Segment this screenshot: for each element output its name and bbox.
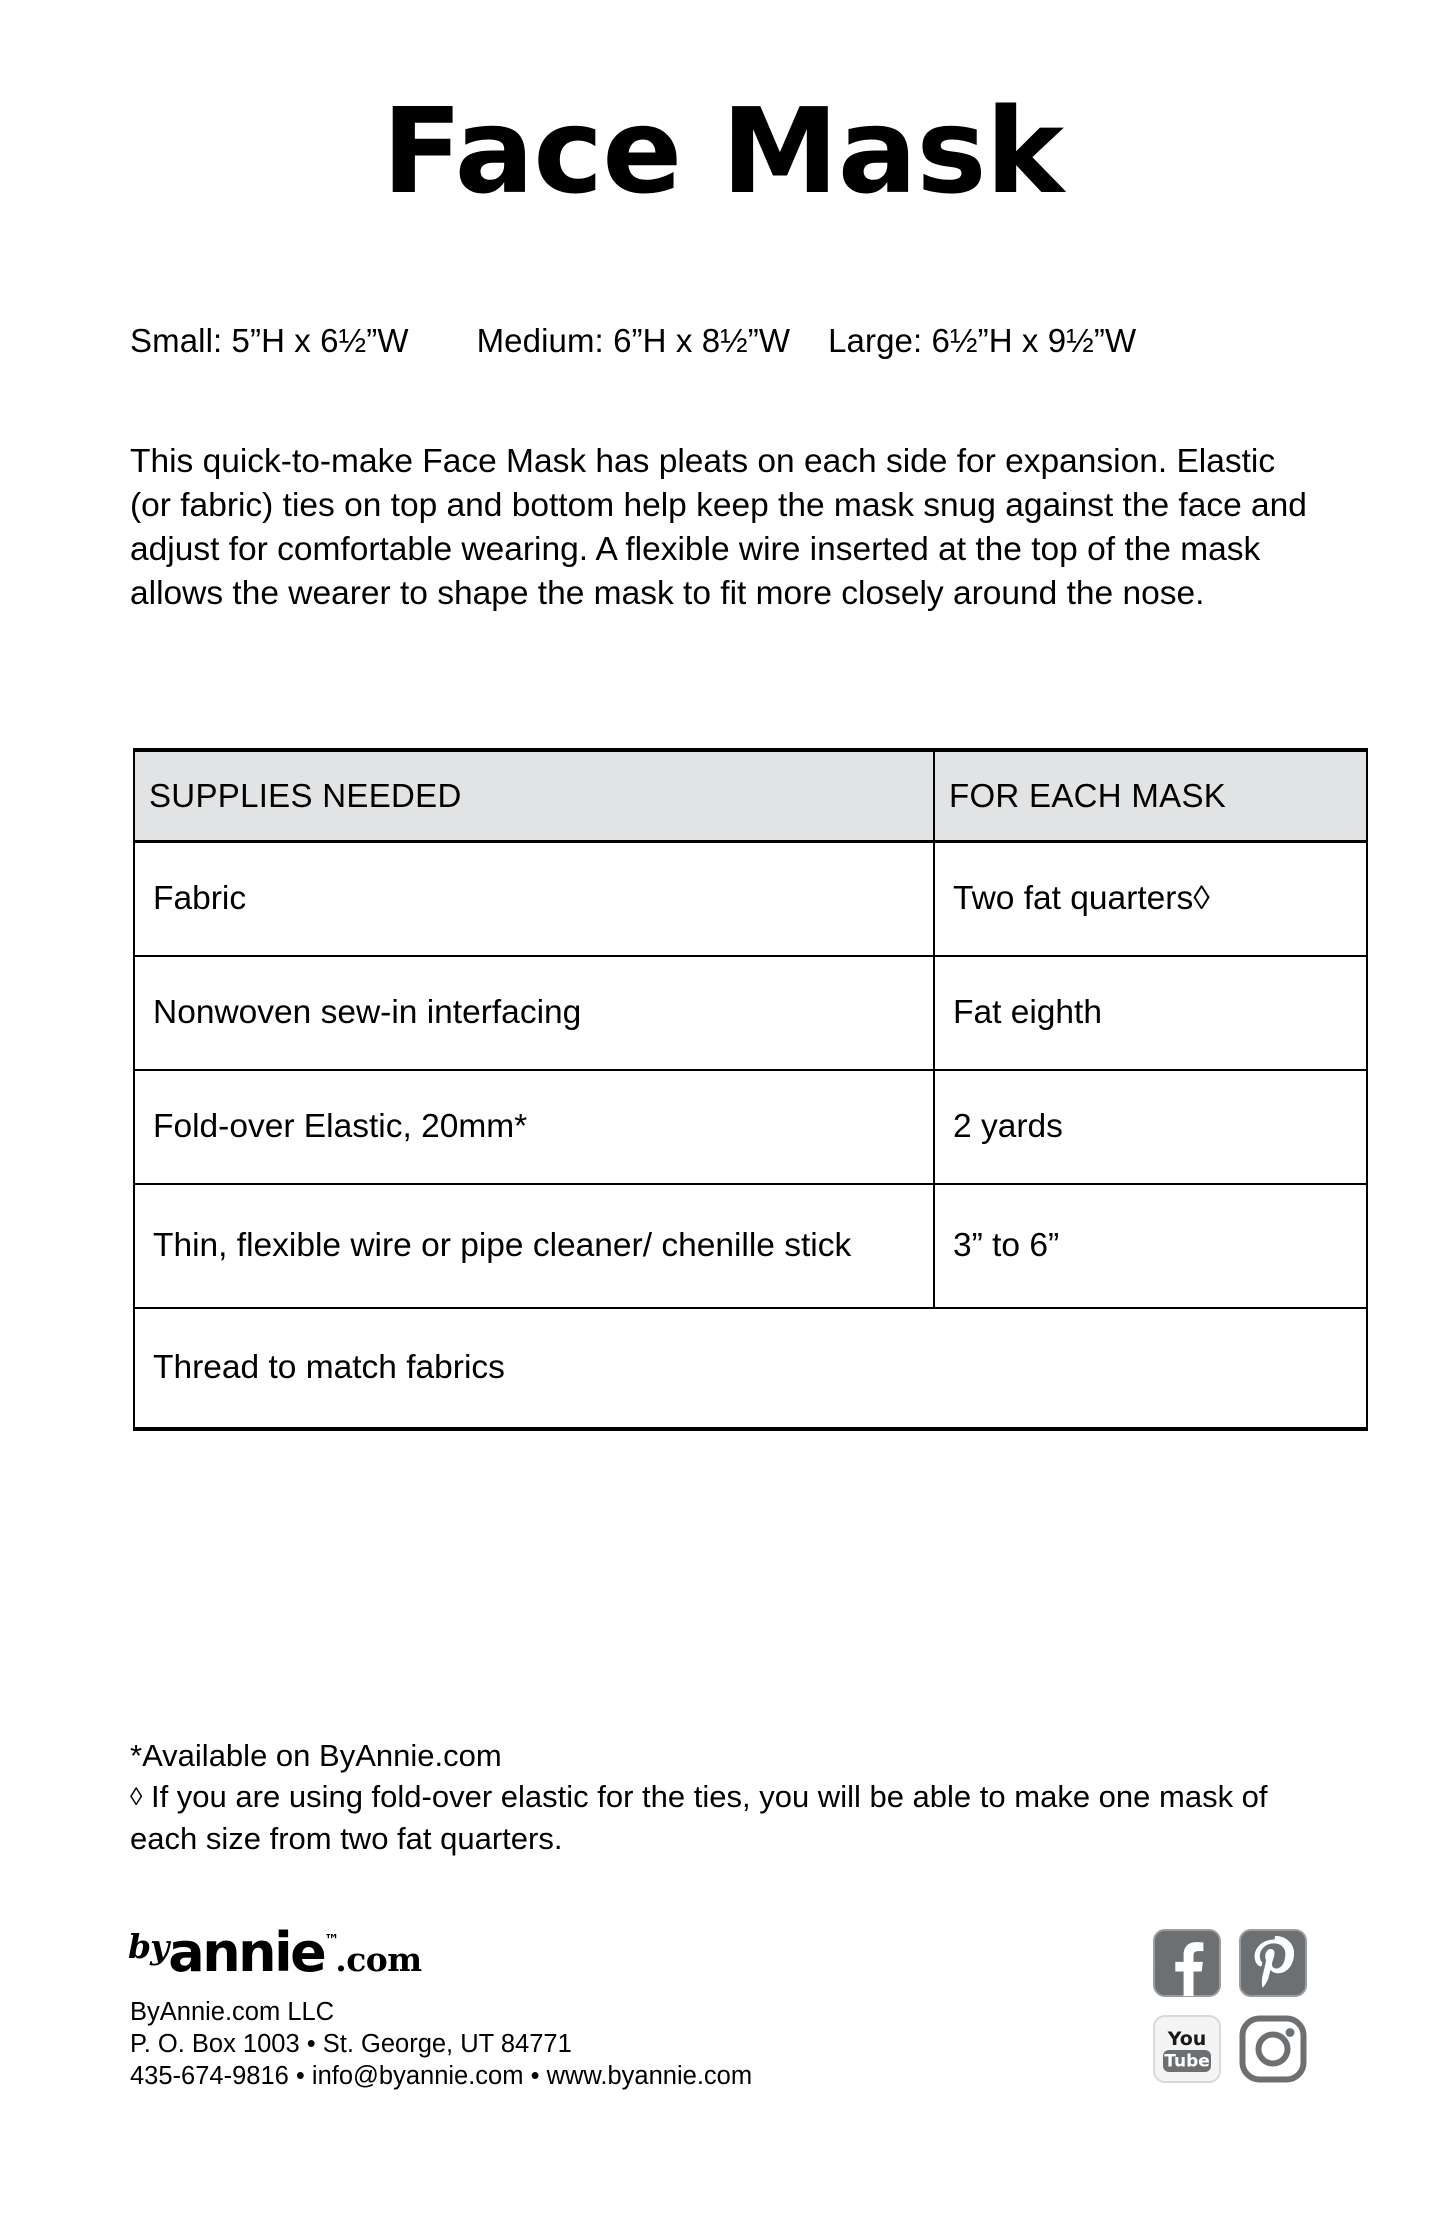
- amount-label: 3” to 6”: [953, 1227, 1060, 1264]
- contact-info: [130, 1996, 752, 2092]
- supply-name-cell: [134, 1070, 934, 1184]
- amount-label: 2 yards: [953, 1108, 1063, 1145]
- svg-text:You: You: [1167, 2028, 1207, 2050]
- size-options-line: [130, 320, 1320, 361]
- byannie-logo[interactable]: [128, 1921, 422, 1984]
- column-header-amount: FOR EACH MASK: [934, 750, 1367, 842]
- social-icons: [1152, 1928, 1332, 2108]
- supply-label: Nonwoven sew-in interfacing: [153, 994, 582, 1031]
- size-small: Small: 5”H x 6½”W: [130, 322, 409, 359]
- footnotes-block: [130, 1735, 1330, 1859]
- company-name: ByAnnie.com LLC: [130, 1998, 335, 2026]
- table-row: [134, 956, 1367, 1070]
- logo-annie: annie: [168, 1921, 325, 1984]
- supply-amount-cell: [934, 842, 1367, 957]
- supply-label: Fabric: [153, 880, 247, 917]
- supply-name-cell: [134, 956, 934, 1070]
- logo-com: .com: [335, 1940, 422, 1979]
- footer: [0, 1908, 1445, 2128]
- supplies-table: [133, 748, 1368, 1431]
- pinterest-icon[interactable]: [1238, 1928, 1308, 1998]
- footnote-diamond: [130, 1776, 1330, 1859]
- table-row: [134, 1308, 1367, 1429]
- amount-label: Fat eighth: [953, 994, 1102, 1031]
- supply-amount-cell: [934, 1184, 1367, 1308]
- phone-email-website: 435-674-9816 • info@byannie.com • www.byannie.com: [130, 2062, 753, 2090]
- supply-label: Thread to match fabrics: [153, 1349, 505, 1386]
- footnote-asterisk: *Available on ByAnnie.com: [130, 1738, 502, 1773]
- supply-name-cell: [134, 1308, 1367, 1429]
- diamond-marker-icon: ◊: [130, 1783, 143, 1811]
- footnote-diamond-text: If you are using fold-over elastic for the ties, you will be able to make one mask of each size from two fat quarters.: [130, 1779, 1268, 1856]
- amount-label: Two fat quarters◊: [953, 880, 1210, 917]
- description-paragraph: This quick-to-make Face Mask has pleats on each side for expansion. Elastic (or fabric) ties on top and bottom help keep the mask snug against the face and adjust for comfortable wearing. A flexible wire inserted at the top of the mask allows the wearer to shape the mask to fit more closely around the nose.: [130, 443, 1307, 612]
- table-row: [134, 1070, 1367, 1184]
- supply-amount-cell: [934, 1070, 1367, 1184]
- supply-amount-cell: [934, 956, 1367, 1070]
- supply-label: Fold-over Elastic, 20mm*: [153, 1108, 528, 1145]
- supply-name-cell: [134, 1184, 934, 1308]
- table-row: [134, 842, 1367, 957]
- facebook-icon[interactable]: [1152, 1928, 1222, 1998]
- table-header-row: [134, 750, 1367, 842]
- size-large: Large: 6½”H x 9½”W: [828, 322, 1137, 359]
- supply-name-cell: [134, 842, 934, 957]
- svg-text:Tube: Tube: [1164, 2051, 1210, 2072]
- trademark-icon: ™: [324, 1931, 340, 1949]
- mailing-address: P. O. Box 1003 • St. George, UT 84771: [130, 2030, 572, 2058]
- page-title: Face Mask: [381, 82, 1064, 220]
- column-header-supplies: SUPPLIES NEEDED: [134, 750, 934, 842]
- instagram-icon[interactable]: [1238, 2014, 1308, 2084]
- table-row: [134, 1184, 1367, 1308]
- youtube-icon[interactable]: [1152, 2014, 1222, 2084]
- supply-label: Thin, flexible wire or pipe cleaner/ chenille stick: [153, 1227, 852, 1264]
- logo-by: by: [128, 1927, 169, 1966]
- size-medium: Medium: 6”H x 8½”W: [476, 322, 791, 359]
